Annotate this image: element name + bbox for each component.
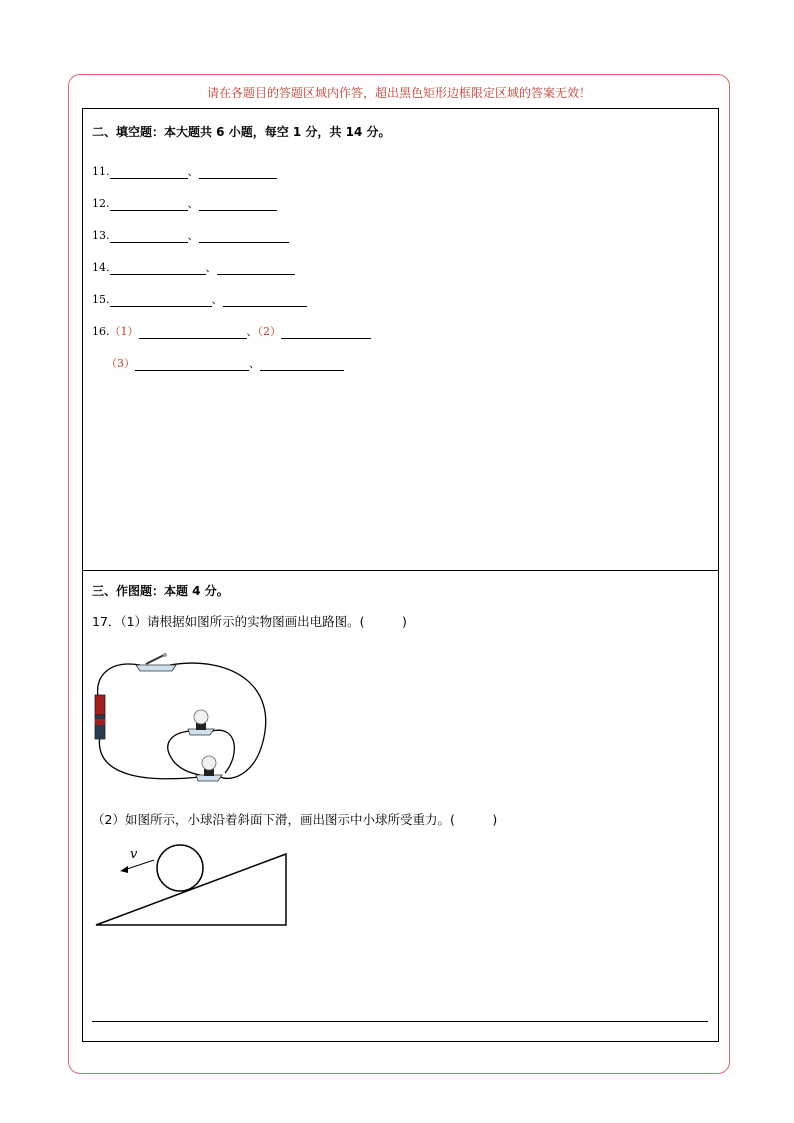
separator: 、 — [246, 325, 258, 338]
blank-field[interactable] — [110, 262, 206, 275]
separator: 、 — [249, 357, 260, 370]
wire — [170, 663, 266, 778]
answer-line-14 — [92, 259, 295, 275]
separator: 、 — [187, 165, 199, 178]
question-17-part1: 17．（1）请根据如图所示的实物图画出电路图。( ) — [92, 614, 407, 629]
blank-field[interactable] — [139, 326, 247, 339]
separator: 、 — [187, 197, 199, 210]
blank-field[interactable] — [281, 326, 371, 339]
answer-line-16a — [92, 323, 371, 339]
answer-line-12 — [92, 195, 277, 211]
blank-field[interactable] — [260, 358, 344, 371]
answer-line-13 — [92, 227, 289, 243]
incline-figure — [92, 840, 292, 930]
bulb-icon — [188, 710, 214, 735]
blank-field[interactable] — [217, 262, 295, 275]
wire — [99, 735, 200, 779]
battery — [95, 695, 105, 739]
question-number: 14. — [92, 261, 110, 274]
answer-line-16b — [106, 355, 344, 371]
blank-field[interactable] — [135, 358, 249, 371]
wire — [98, 664, 140, 697]
question-number: 12. — [92, 197, 110, 210]
question-17-part2: （2）如图所示，小球沿着斜面下滑，画出图示中小球所受重力。( ) — [92, 812, 498, 827]
wire — [168, 731, 200, 775]
velocity-arrow — [124, 860, 154, 870]
footer-rule — [92, 1021, 708, 1022]
blank-field[interactable] — [110, 230, 188, 243]
velocity-label: v — [130, 847, 138, 862]
section3-title: 三、作图题：本题 4 分。 — [92, 584, 229, 598]
answer-line-11 — [92, 163, 277, 179]
circuit-figure — [90, 645, 280, 795]
section-divider — [82, 570, 719, 571]
part-label: （2） — [257, 325, 281, 338]
blank-field[interactable] — [110, 294, 212, 307]
switch — [136, 653, 176, 671]
blank-field[interactable] — [110, 198, 188, 211]
blank-field[interactable] — [199, 166, 277, 179]
section2-title: 二、填空题：本大题共 6 小题，每空 1 分，共 14 分。 — [92, 125, 391, 139]
separator: 、 — [187, 229, 199, 242]
question-number: 16. — [92, 325, 110, 338]
question-number: 15. — [92, 293, 110, 306]
part-label: （1） — [109, 325, 139, 338]
blank-field[interactable] — [223, 294, 307, 307]
separator: 、 — [211, 293, 223, 306]
notice-text: 请在各题目的答题区域内作答，超出黑色矩形边框限定区域的答案无效！ — [206, 86, 591, 100]
part-label: （3） — [106, 357, 135, 370]
question-number: 13. — [92, 229, 110, 242]
arrowhead — [120, 866, 128, 873]
blank-field[interactable] — [199, 198, 277, 211]
blank-field[interactable] — [199, 230, 289, 243]
ball — [157, 845, 203, 891]
question-number: 11. — [92, 165, 110, 178]
separator: 、 — [205, 261, 217, 274]
blank-field[interactable] — [110, 166, 188, 179]
answer-line-15 — [92, 291, 307, 307]
bulb-icon — [196, 756, 222, 781]
